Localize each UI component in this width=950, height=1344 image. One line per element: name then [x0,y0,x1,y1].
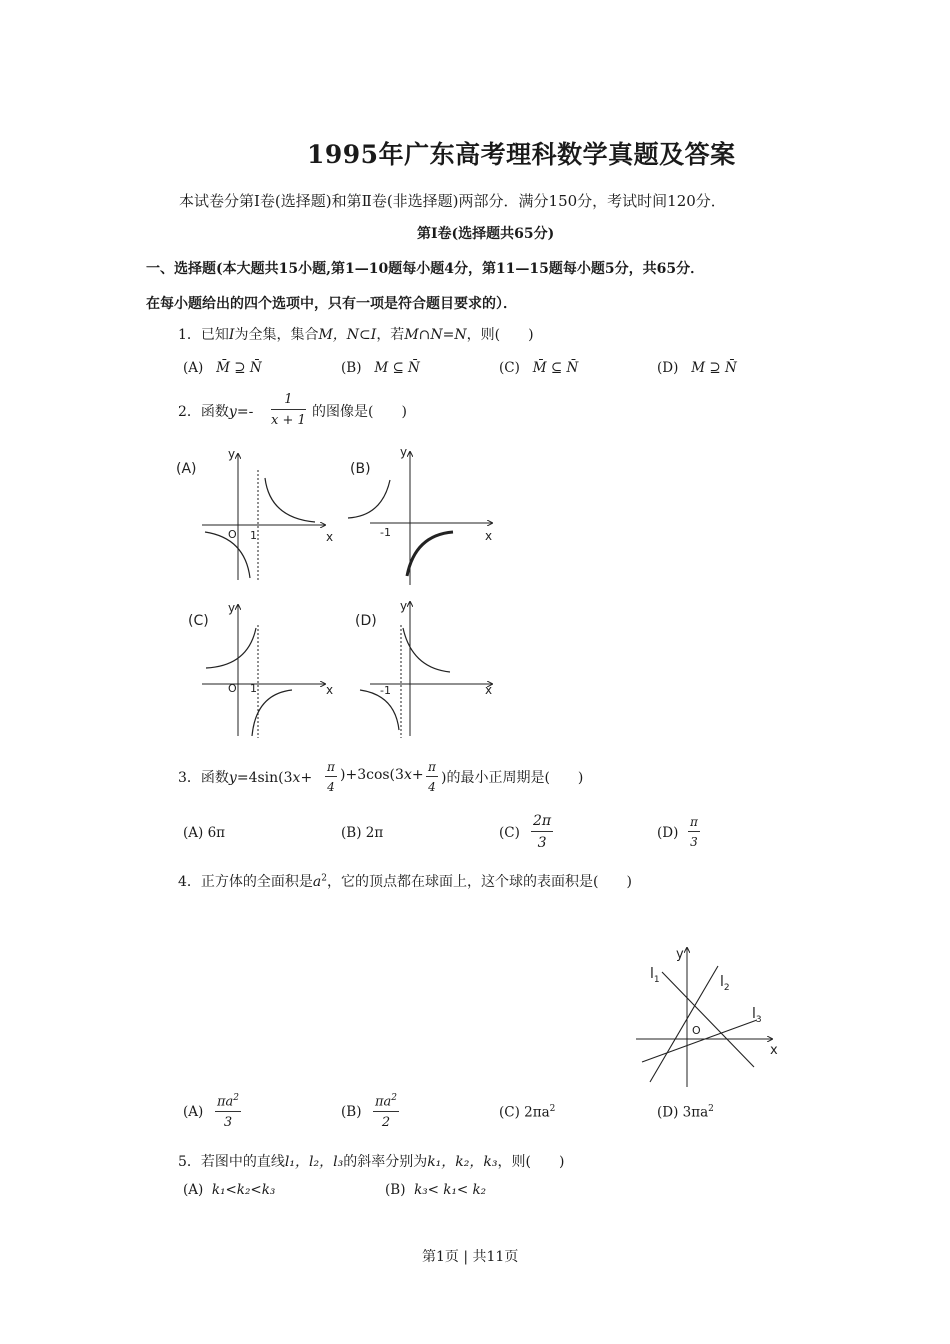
q1-option-a: (A) M̄ ⊇ N̄ [183,360,262,376]
q3-option-c-fraction: $\frac{2\pi}{3}$ [533,813,552,851]
q2-graph-b [348,445,492,585]
q5-option-b: (B) k₃< k₁< k₂ [385,1182,487,1198]
q2-graph-d-tick: -1 [380,684,391,697]
q2-graph-c [188,601,333,738]
q2-graph-a-label: (A) [176,461,197,477]
q4-option-a-label: (A) [183,1104,204,1120]
q2-stem-prefix: 2．函数y=- [178,404,254,420]
q2-graph-c-tick: 1 [250,682,257,695]
q1-option-c: (C) M̄ ⊆ N̄ [499,360,579,376]
q5-graph-l2: $l_2$ [720,974,730,993]
page-footer: 第1页 | 共11页 [422,1249,519,1265]
q4-option-b-label: (B) [341,1104,362,1120]
q5-graph-origin: O [692,1024,701,1037]
q2-graph-a [176,447,333,582]
q2-graph-b-y: y [400,445,408,459]
q2-graph-d [355,599,492,738]
q2-graph-c-label: (C) [188,613,209,629]
q2-graph-c-origin: O [228,682,237,695]
q2-graph-c-x: x [326,683,334,697]
section1-heading-line1: 一、选择题(本大题共15小题,第1—10题每小题4分，第11—15题每小题5分，共65分． [146,261,705,277]
q2-graph-c-y: y [228,601,236,615]
q2-graph-d-y: y [400,599,408,613]
q5-graph-x: x [770,1043,778,1058]
q2-stem-suffix: 的图像是( ) [312,404,407,420]
q2-graphs [170,440,500,740]
part1-heading: 第Ⅰ卷(选择题共65分) [417,226,555,242]
q4-option-b-fraction: $\frac{\pi a^2}{2}$ [375,1093,398,1131]
q2-graph-a-x: x [326,530,334,544]
q3-fraction-1: $\frac{\pi}{4}$ [327,760,335,794]
q3-fraction-2: $\frac{\pi}{4}$ [428,760,436,794]
q3-option-b: (B) 2π [341,825,384,841]
q5-option-a: (A) k₁<k₂<k₃ [183,1182,276,1198]
q2-graph-a-origin: O [228,528,237,541]
q5-stem: 5．若图中的直线l₁，l₂，l₃的斜率分别为k₁，k₂，k₃，则( ) [178,1154,565,1170]
q4-stem: 4．正方体的全面积是$a^2$，它的顶点都在球面上，这个球的表面积是( ) [178,873,632,890]
q1-option-b: (B) M ⊆ N̄ [341,360,420,376]
q3-option-c-label: (C) [499,825,520,841]
q2-graph-d-x: x [485,683,493,697]
q4-option-d: (D) $3\pi a^2$ [657,1104,714,1121]
q5-graph-l1: $l_1$ [650,966,660,985]
q3-option-a: (A) 6π [183,825,226,841]
page-title: 1995年广东高考理科数学真题及答案 [307,140,736,169]
q2-fraction: $\frac{1}{x + 1}$ [271,392,306,428]
q3-stem-middle: )+3cos(3x+ [340,767,424,783]
q2-graph-b-x: x [485,529,493,543]
q5-graph-l3: $l_3$ [752,1006,762,1025]
q5-graph-y: y [676,947,684,962]
q2-graph-a-tick: 1 [250,529,257,542]
q2-graph-b-label: (B) [350,461,371,477]
q3-option-d-fraction: $\frac{\pi}{3}$ [690,815,698,849]
q4-option-a-fraction: $\frac{\pi a^2}{3}$ [217,1093,240,1131]
q3-option-d-label: (D) [657,825,679,841]
q2-graph-d-label: (D) [355,613,377,629]
q2-graph-b-tick: -1 [380,526,391,539]
q1-stem: 1．已知I为全集，集合M，N⊂I，若M∩N=N，则( ) [178,327,534,343]
intro-text: 本试卷分第Ⅰ卷(选择题)和第Ⅱ卷(非选择题)两部分．满分150分，考试时间120分． [179,192,726,210]
q1-option-d: (D) M ⊇ N̄ [657,360,737,376]
section1-heading-line2: 在每小题给出的四个选项中，只有一项是符合题目要求的）． [146,296,517,312]
q3-stem-suffix: )的最小正周期是( ) [441,770,584,786]
q3-stem-prefix: 3．函数y=4sin(3x+ [178,770,313,786]
q4-option-c: (C) $2\pi a^2$ [499,1104,556,1121]
q2-graph-a-y: y [228,447,236,461]
q5-graph [632,942,792,1092]
